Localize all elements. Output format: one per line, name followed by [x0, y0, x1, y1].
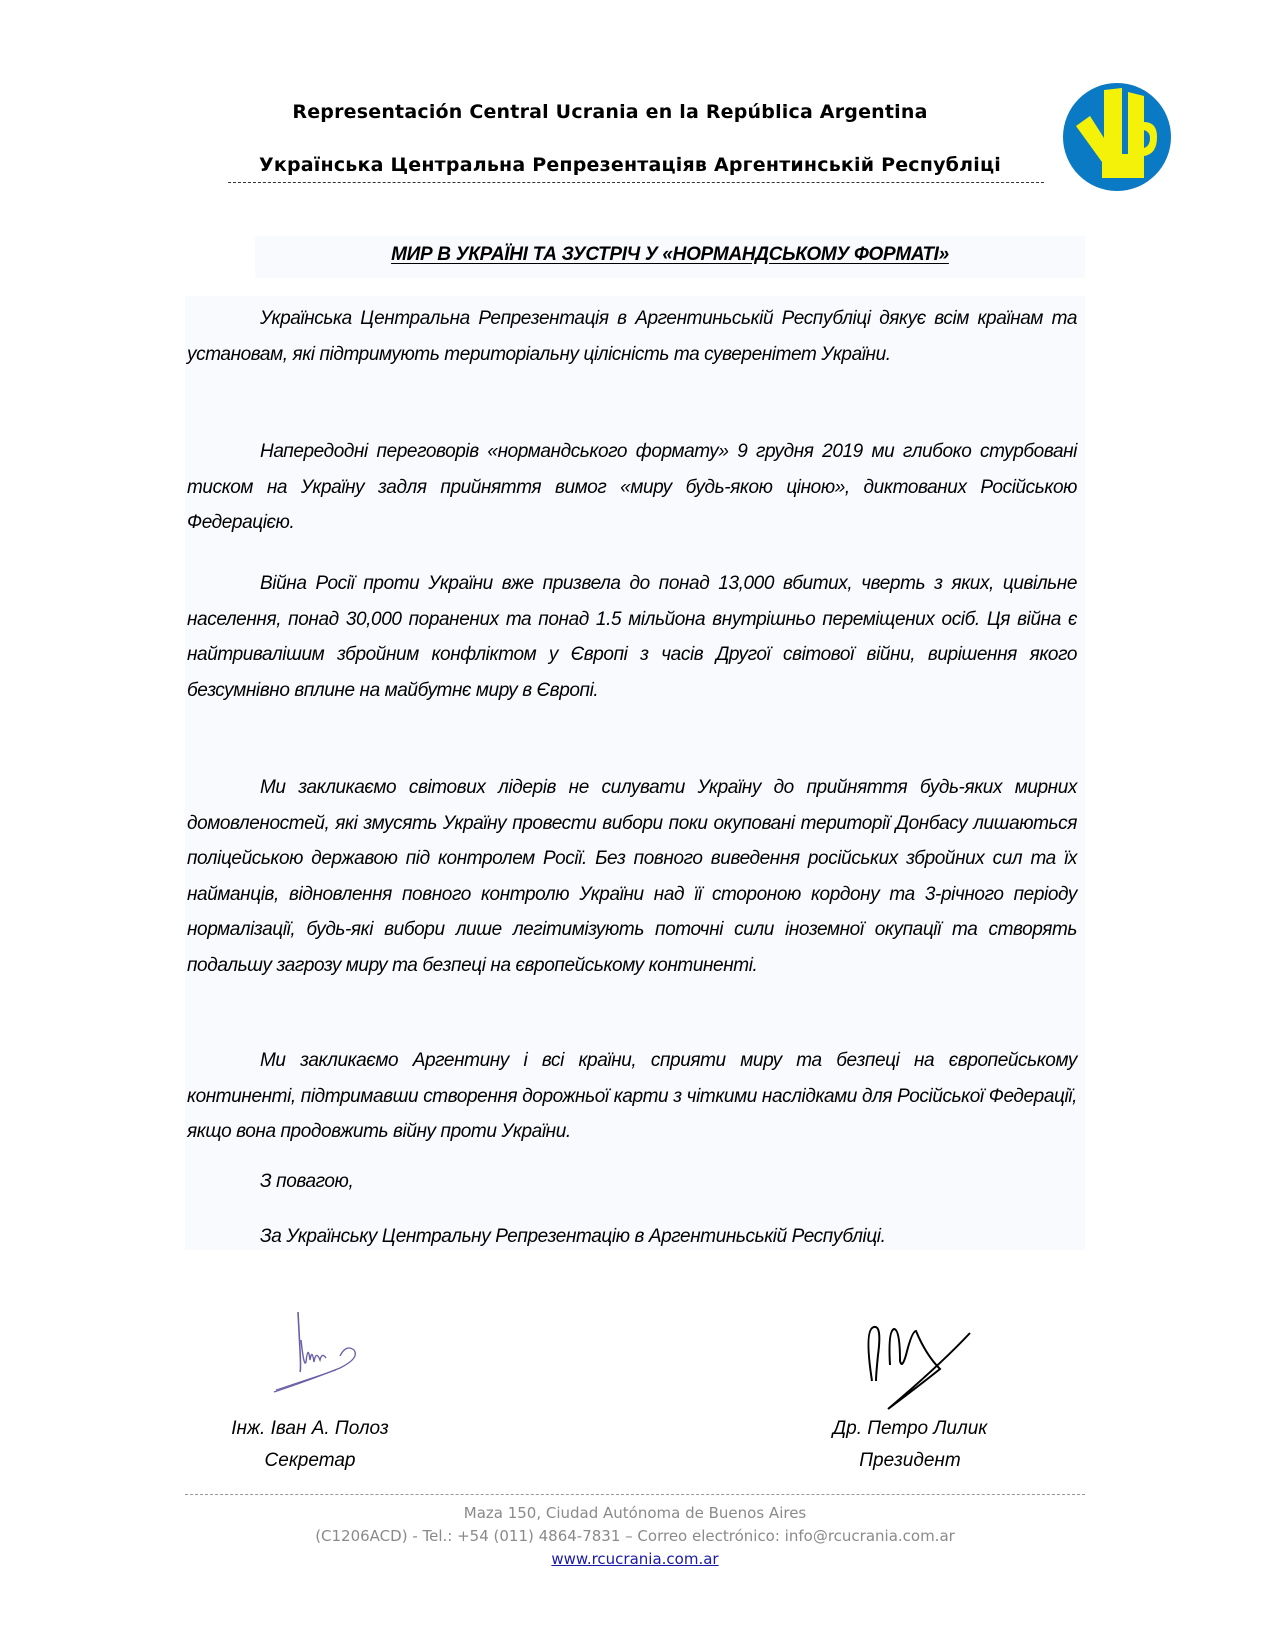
- paragraph-4: [187, 770, 1077, 983]
- paragraph-1: [187, 301, 1077, 372]
- paragraph-5-text: Ми закликаємо Аргентину і всі країни, сприяти миру та безпеці на європейському континенті, підтримавши створення дорожньої карти з чіткими наслідками для Російської Федерації, якщо вона продовжить війну проти України.: [187, 1050, 1077, 1142]
- paragraph-3: [187, 566, 1077, 708]
- footer-address: Maza 150, Ciudad Autónoma de Buenos Aires: [463, 1504, 807, 1522]
- paragraph-4-text: Ми закликаємо світових лідерів не силувати Україну до прийняття будь-яких мирних домовленостей, які змусять Україну провести вибори поки окуповані території Донбасу лишаються поліцейською державою під контролем Росії. Без повного виведення російських збройних сил та їх найманців, відновлення повного контролю України над її стороною кордону та 3-річного періоду нормалізації, будь-які вибори лише легітимізують поточні сили іноземної окупації та створять подальшу загрозу миру та безпеці на європейському континенті.: [187, 777, 1077, 976]
- president-role: Президент: [859, 1450, 961, 1471]
- footer-contact: (C1206ACD) - Tel.: +54 (011) 4864-7831 – Correo electrónico: info@rcucrania.com.ar: [315, 1527, 955, 1545]
- secretary-role: Секретар: [264, 1450, 356, 1471]
- header-divider: [228, 182, 1044, 183]
- paragraph-1-text: Українська Центральна Репрезентація в Аргентиньській Республіці дякує всім країнам та установам, які підтримують територіальну цілісність та суверенітет України.: [187, 308, 1077, 365]
- secretary-signature-icon: [270, 1310, 380, 1400]
- paragraph-2-text: Напередодні переговорів «нормандського формату» 9 грудня 2019 ми глибоко стурбовані тиском на Україну задля прийняття вимог «миру будь-якою ціною», диктованих Російською Федерацією.: [187, 441, 1077, 533]
- header-title-ukrainian: Українська Центральна Репрезентаціяв Аргентинській Республіці: [259, 154, 1001, 176]
- president-name: Др. Петро Лилик: [832, 1418, 988, 1439]
- president-signature-icon: [860, 1325, 990, 1415]
- closing-salutation: З повагою,: [260, 1171, 354, 1192]
- header-title-spanish: Representación Central Ucrania en la República Argentina: [292, 101, 928, 123]
- paragraph-5: [187, 1043, 1077, 1150]
- closing-line: За Українську Центральну Репрезентацію в Аргентиньській Республіці.: [260, 1226, 886, 1247]
- paragraph-2: [187, 434, 1077, 541]
- ucr-logo-icon: [1062, 82, 1172, 192]
- footer-divider: [185, 1494, 1085, 1495]
- document-title: МИР В УКРАЇНІ ТА ЗУСТРІЧ У «НОРМАНДСЬКОМУ ФОРМАТІ»: [391, 244, 949, 265]
- website-link[interactable]: www.rcucrania.com.ar: [551, 1550, 719, 1568]
- secretary-name: Інж. Іван А. Полоз: [231, 1418, 389, 1439]
- paragraph-3-text: Війна Росії проти України вже призвела до понад 13,000 вбитих, чверть з яких, цивільне населення, понад 30,000 поранених та понад 1.5 мільйона внутрішньо переміщених осіб. Ця війна є найтривалішим збройним конфліктом у Європі з часів Другої світової війни, вирішення якого безсумнівно вплине на майбутнє миру в Європі.: [187, 573, 1077, 701]
